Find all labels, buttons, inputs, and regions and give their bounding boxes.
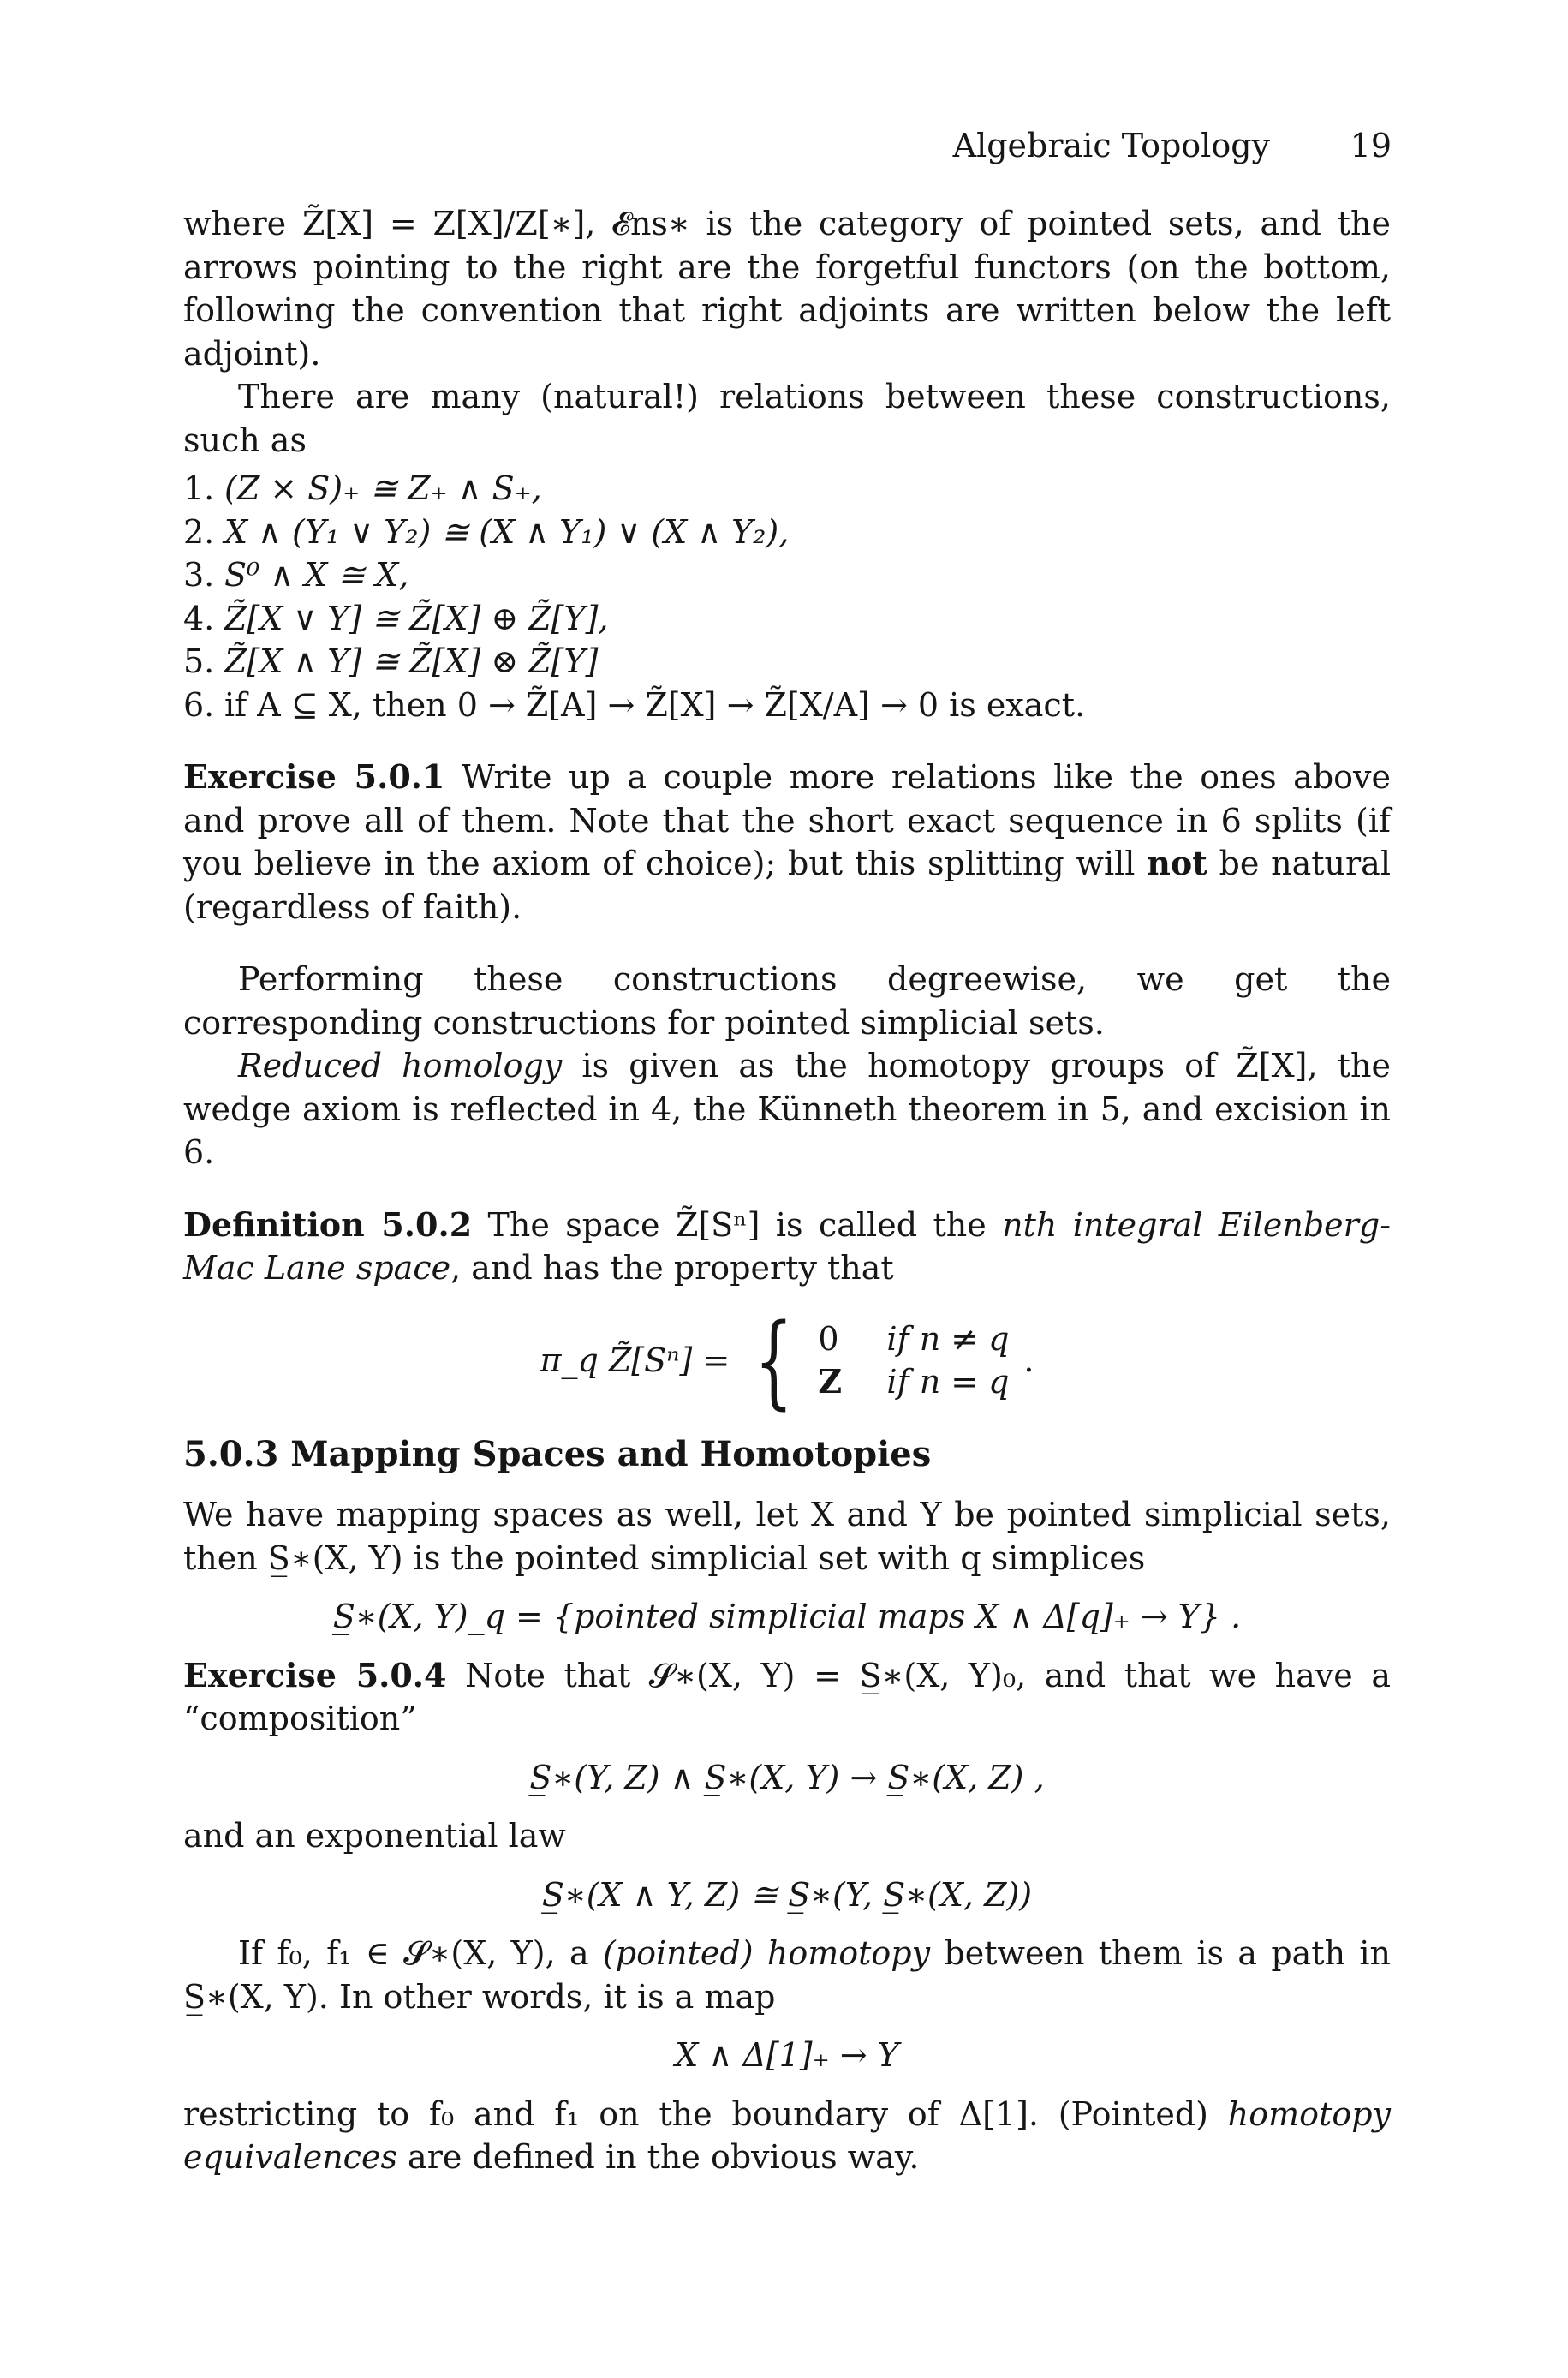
- list-item: 4. Z̃[X ∨ Y] ≅ Z̃[X] ⊕ Z̃[Y],: [183, 599, 609, 637]
- running-header: [183, 127, 1392, 170]
- exercise-5-0-4: Exercise 5.0.4 Note that 𝓢∗(X, Y) = S̲∗(X, Y)₀, and that we have a “composition”: [183, 1655, 1391, 1737]
- list-item: 2. X ∧ (Y₁ ∨ Y₂) ≅ (X ∧ Y₁) ∨ (X ∧ Y₂),: [183, 512, 790, 551]
- page-number: 19: [1350, 127, 1392, 164]
- degreewise-paragraph: Performing these constructions degreewise, we get the corresponding constructions for pointed simplicial sets.: [183, 960, 1391, 1042]
- intro-paragraph: where Z̃[X] = Z[X]/Z[∗], 𝓔ns∗ is the category of pointed sets, and the arrows pointing to the right are the forgetful functors (on the bottom, following the convention that right adjoints are written below the left adjoint).: [183, 205, 1391, 373]
- mapping-spaces-paragraph: We have mapping spaces as well, let X and Y be pointed simplicial sets, then S̲∗(X, Y) is the pointed simplicial set with q simplices: [183, 1496, 1391, 1577]
- definition-5-0-2: Definition 5.0.2 The space Z̃[Sⁿ] is called the nth integral Eilenberg-Mac Lane space, and has the property that: [183, 1204, 1391, 1287]
- definition-label: Definition 5.0.2: [183, 1204, 473, 1244]
- composition-equation: S̲∗(Y, Z) ∧ S̲∗(X, Y) → S̲∗(X, Z) ,: [529, 1758, 1045, 1796]
- reduced-homology-paragraph: Reduced homology is given as the homotopy groups of Z̃[X], the wedge axiom is reflected in 4, the Künneth theorem in 5, and excision in 6.: [183, 1047, 1391, 1171]
- section-heading: 5.0.3 Mapping Spaces and Homotopies: [183, 1433, 932, 1474]
- eilenberg-maclane-cases: π_q Z̃[Sⁿ] = { 0 if n ≠ q Z if n = q .: [540, 1301, 1034, 1419]
- homotopy-equivalence-paragraph: restricting to f₀ and f₁ on the boundary of Δ[1]. (Pointed) homotopy equivalences are defined in the obvious way.: [183, 2094, 1391, 2176]
- homotopy-paragraph: If f₀, f₁ ∈ 𝓢∗(X, Y), a (pointed) homotopy between them is a path in S̲∗(X, Y). In other words, it is a map: [183, 1934, 1391, 2016]
- exponential-law-text: and an exponential law: [183, 1817, 566, 1855]
- relations-list: [183, 467, 1391, 726]
- homotopy-map-equation: X ∧ Δ[1]₊ → Y: [675, 2036, 899, 2074]
- running-title: Algebraic Topology: [952, 127, 1270, 164]
- exercise-5-0-1: Exercise 5.0.1 Write up a couple more relations like the ones above and prove all of them. Note that the short exact sequence in 6 splits (if you believe in the axiom of choice); but this splitting will not be natural (regardless of faith).: [183, 757, 1391, 926]
- mapping-space-equation: S̲∗(X, Y)_q = {pointed simplicial maps X ∧ Δ[q]₊ → Y} .: [332, 1598, 1242, 1635]
- list-item: 3. S⁰ ∧ X ≅ X,: [183, 556, 409, 594]
- exponential-law-equation: S̲∗(X ∧ Y, Z) ≅ S̲∗(Y, S̲∗(X, Z)): [541, 1875, 1033, 1914]
- exercise-label: Exercise 5.0.4: [183, 1655, 447, 1694]
- left-brace: {: [754, 1301, 794, 1419]
- page-body: [183, 202, 1391, 2179]
- relations-intro: There are many (natural!) relations between these constructions, such as: [183, 378, 1391, 459]
- list-item: 1. (Z × S)₊ ≅ Z₊ ∧ S₊,: [183, 469, 542, 507]
- list-item: 6. if A ⊆ X, then 0 → Z̃[A] → Z̃[X] → Z̃[X/A] → 0 is exact.: [183, 685, 1086, 724]
- list-item: 5. Z̃[X ∧ Y] ≅ Z̃[X] ⊗ Z̃[Y]: [183, 642, 599, 680]
- exercise-label: Exercise 5.0.1: [183, 757, 445, 796]
